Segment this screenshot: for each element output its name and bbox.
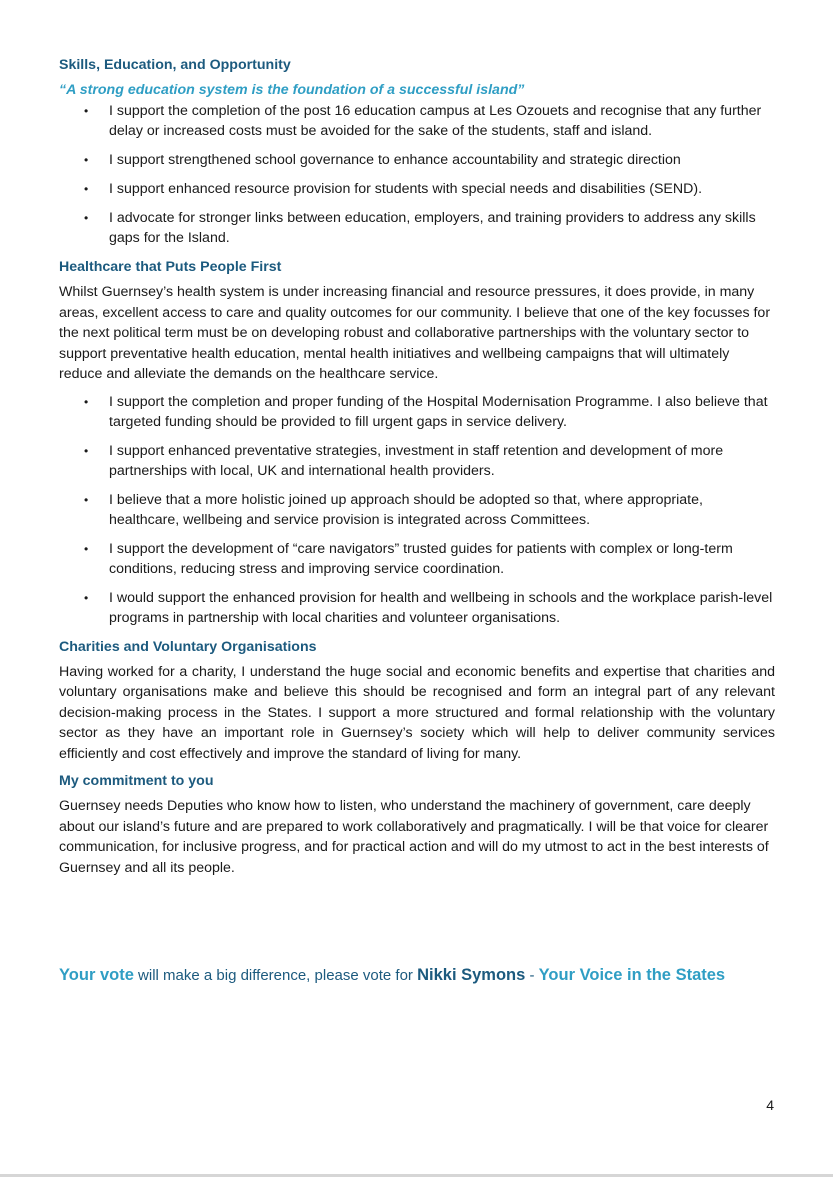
vote-slogan: Your Voice in the States [538,966,726,984]
education-bullet-list [59,101,775,248]
document-page [59,53,775,885]
list-item: • I support the completion of the post 16 education campus at Les Ozouets and recognise that any further delay or increased costs must be avoided for the sake of the students, staff and island. [84,103,762,139]
bullet-icon: • [84,541,89,556]
list-item: • I support the completion and proper funding of the Hospital Modernisation Programme. I also believe that targeted funding should be provided to fill urgent gaps in service delivery. [84,393,768,430]
healthcare-intro: Whilst Guernsey’s health system is under increasing financial and resource pressures, it does provide, in many areas, excellent access to care and quality outcomes for our community. I believe that one of the key focusses for the next political term must be on developing robust and collaborative partnerships with the voluntary sector to support preventative health education, mental health initiatives and wellbeing campaigns that will ultimately reduce and alleviate the demands on the healthcare service. [59,284,771,382]
charities-heading: Charities and Voluntary Organisations [59,638,317,655]
vote-lead: Your vote [59,966,134,984]
education-tagline: “A strong education system is the foundation of a successful island” [59,82,525,98]
vote-middle: will make a big difference, please vote for [133,967,418,984]
vote-call-to-action [59,964,775,987]
vote-dash: - [525,967,539,984]
list-item: • I support enhanced preventative strategies, investment in staff retention and development of more partnerships with local, UK and international health providers. [84,442,724,479]
commitment-body: Guernsey needs Deputies who know how to listen, who understand the machinery of government, care deeply about our island’s future and are prepared to work collaboratively and pragmatically. I will be that voice for clearer communication, for inclusive progress, and for practical action and will do my utmost to act in the best interests of Guernsey and all its people. [59,798,769,876]
bullet-icon: • [84,394,89,409]
candidate-name: Nikki Symons [417,966,526,984]
commitment-heading: My commitment to you [59,773,214,789]
charities-body: Having worked for a charity, I understand the huge social and economic benefits and expertise that charities and voluntary organisations make and believe this should be recognised and form an integral part of any relevant decision-making process in the States. I support a more structured and formal relationship with the voluntary sector as they have an important role in Guernsey’s society which will help to deliver community services efficiently and cost effectively and improve the standard of living for many. [59,663,775,762]
bullet-icon: • [84,492,89,507]
page-number: 4 [766,1097,774,1113]
healthcare-bullet-list [59,392,775,628]
list-item: • I advocate for stronger links between education, employers, and training providers to address any skills gaps for the Island. [84,210,756,246]
bullet-icon: • [84,182,89,196]
bullet-icon: • [84,443,89,458]
healthcare-heading: Healthcare that Puts People First [59,259,282,275]
bullet-icon: • [84,153,89,167]
list-item: • I would support the enhanced provision for health and wellbeing in schools and the workplace parish-level programs in partnership with local charities and volunteer organisations. [84,589,773,626]
bullet-icon: • [84,104,89,118]
list-item: • I support strengthened school governance to enhance accountability and strategic direction [84,152,681,168]
education-heading: Skills, Education, and Opportunity [59,57,291,73]
list-item: • I believe that a more holistic joined up approach should be adopted so that, where appropriate, healthcare, wellbeing and service provision is integrated across Committees. [84,491,703,528]
bullet-icon: • [84,211,89,225]
list-item: • I support the development of “care navigators” trusted guides for patients with complex or long-term conditions, reducing stress and improving service coordination. [84,540,733,577]
bullet-icon: • [84,590,89,605]
list-item: • I support enhanced resource provision for students with special needs and disabilities (SEND). [84,181,703,197]
